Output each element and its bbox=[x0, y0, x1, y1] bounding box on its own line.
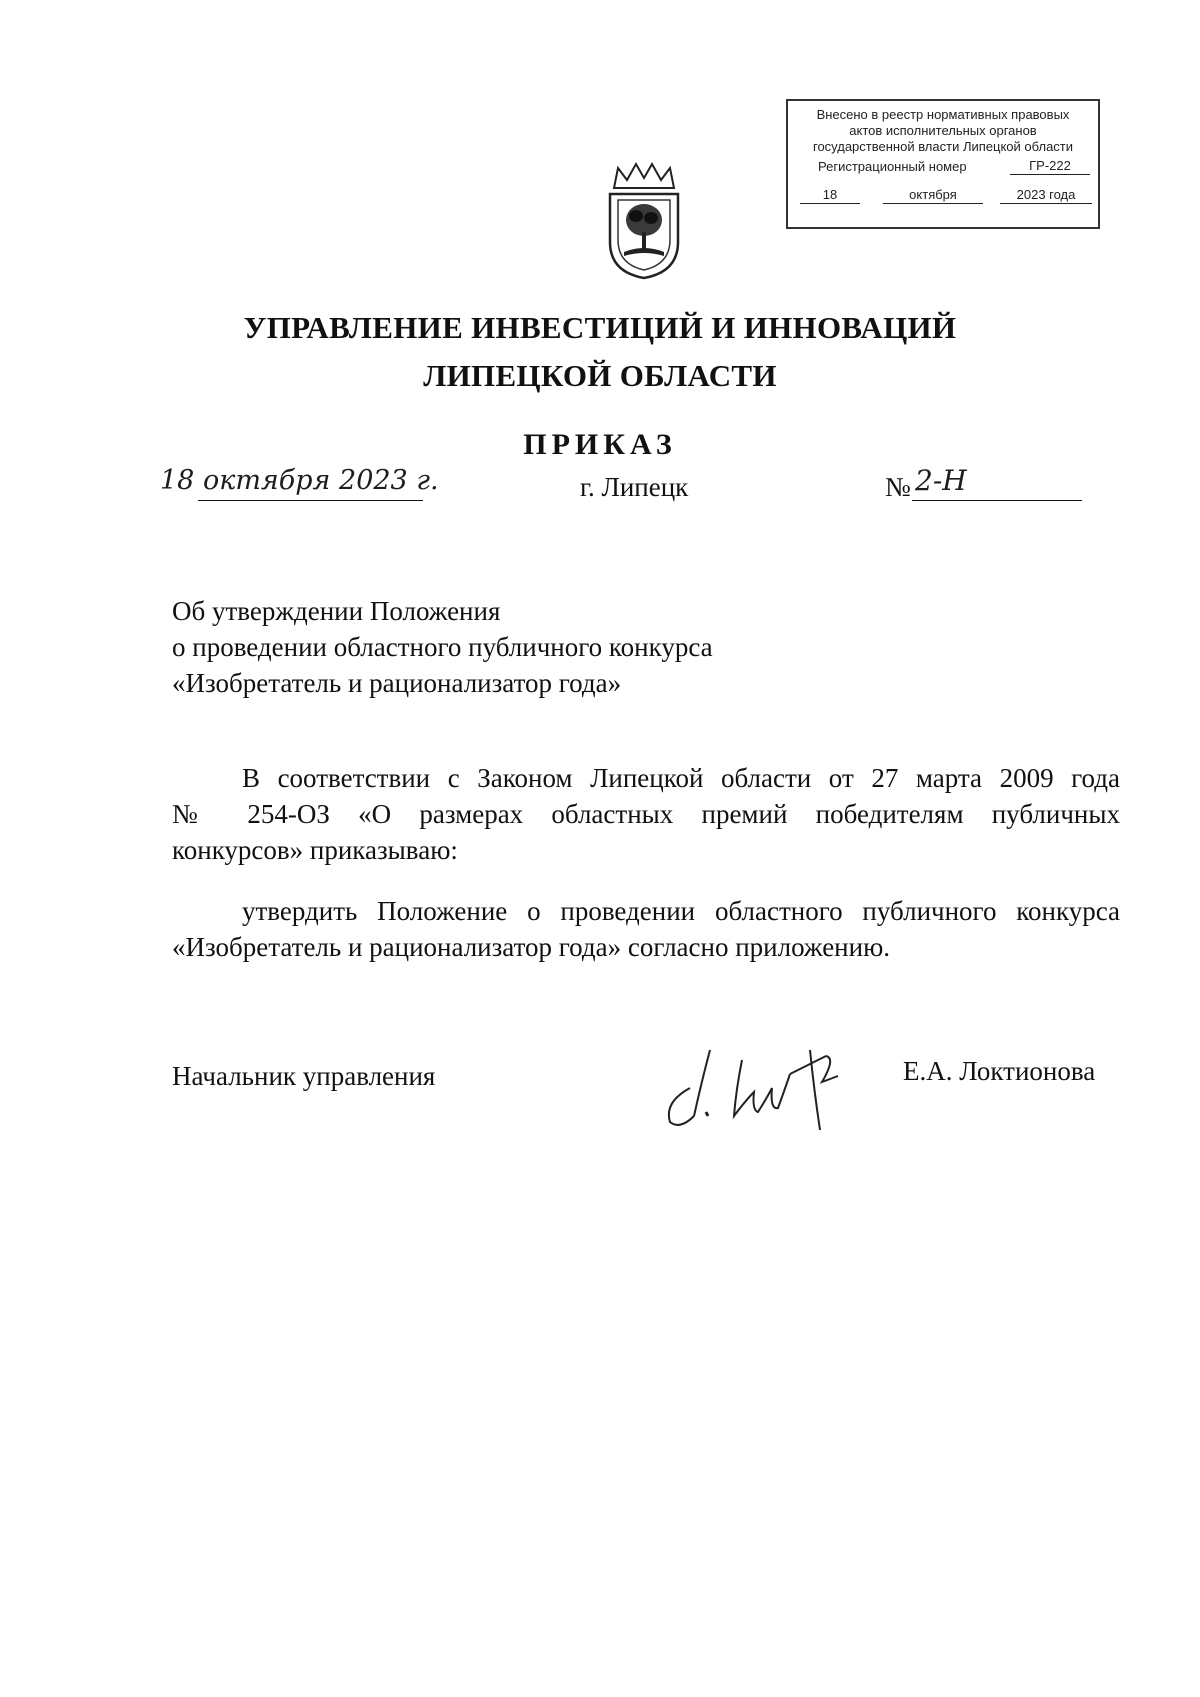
stamp-reg-number: ГР-222 bbox=[1010, 158, 1090, 175]
coat-of-arms-icon bbox=[594, 160, 694, 280]
number-underline bbox=[912, 500, 1082, 501]
stamp-year: 2023 года bbox=[1000, 187, 1092, 204]
body-paragraph-2-line-1: утвердить Положение о проведении областного публичного конкурса bbox=[242, 896, 1120, 926]
stamp-line-1: Внесено в реестр нормативных правовых bbox=[816, 107, 1070, 122]
subject-line-3: «Изобретатель и рационализатор года» bbox=[172, 668, 622, 698]
org-title-line-1: УПРАВЛЕНИЕ ИНВЕСТИЦИЙ И ИННОВАЦИЙ bbox=[243, 310, 957, 345]
city-label: г. Липецк bbox=[580, 472, 689, 502]
subject-line-1: Об утверждении Положения bbox=[172, 596, 501, 626]
stamp-month: октября bbox=[883, 187, 983, 204]
stamp-reg-label: Регистрационный номер bbox=[818, 159, 967, 174]
signatory-name: Е.А. Локтионова bbox=[903, 1056, 1096, 1086]
handwritten-date: 18 октября 2023 г. bbox=[160, 465, 439, 496]
signatory-position: Начальник управления bbox=[172, 1061, 436, 1091]
org-title-line-2: ЛИПЕЦКОЙ ОБЛАСТИ bbox=[423, 358, 777, 393]
body-paragraph-1-line-2: № 254-ОЗ «О размерах областных премий победителям публичных bbox=[172, 799, 1120, 829]
stamp-day: 18 bbox=[800, 187, 860, 204]
number-sign: № bbox=[885, 472, 911, 502]
handwritten-number: 2-Н bbox=[915, 464, 967, 497]
registration-stamp bbox=[786, 99, 1100, 229]
handwritten-signature bbox=[650, 1030, 860, 1130]
stamp-line-3: государственной власти Липецкой области bbox=[812, 139, 1074, 154]
date-underline bbox=[198, 500, 423, 501]
subject-line-2: о проведении областного публичного конкурса bbox=[172, 632, 713, 662]
stamp-line-2: актов исполнительных органов bbox=[849, 123, 1037, 138]
body-paragraph-1-line-1: В соответствии с Законом Липецкой области от 27 марта 2009 года bbox=[242, 763, 1120, 793]
body-paragraph-2-line-2: «Изобретатель и рационализатор года» согласно приложению. bbox=[172, 932, 891, 962]
body-paragraph-1-line-3: конкурсов» приказываю: bbox=[172, 835, 458, 865]
document-type-title: ПРИКАЗ bbox=[523, 428, 677, 461]
